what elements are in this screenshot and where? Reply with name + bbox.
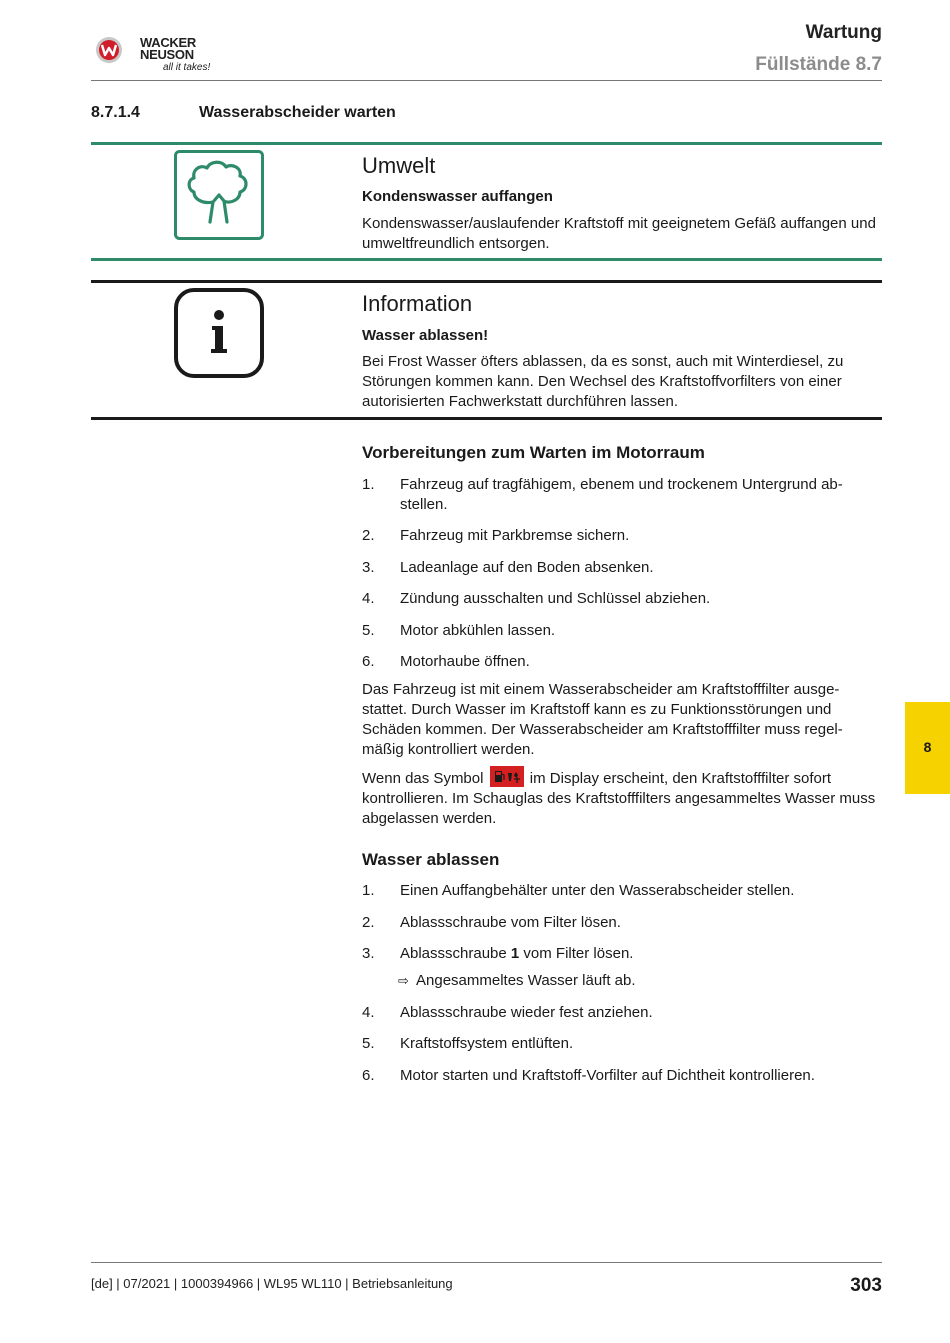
paragraph-text-after-symbol: im Display erscheint, den Kraftstofffilter sofort kontrollieren. Im Schauglas des Kraftstofffilters angesammeltes Wasser muss abgelassen werden. [362, 770, 876, 827]
environment-notice-subtitle: Kondenswasser auffangen [362, 188, 553, 205]
paragraph-text-before-symbol: Wenn das Symbol [362, 770, 484, 787]
chapter-title: Wartung [805, 22, 882, 43]
callout-number: 1 [510, 945, 520, 962]
fuel-water-warning-icon [490, 766, 524, 787]
section-heading: Wasserabscheider warten [199, 104, 396, 121]
section-number: 8.7.1.4 [91, 104, 140, 121]
chapter-tab-number: 8 [923, 739, 932, 755]
info-icon [174, 288, 264, 378]
brand-slogan: all it takes! [163, 62, 211, 73]
page-number: 303 [850, 1275, 882, 1296]
step-number: 3. [362, 945, 375, 962]
info-notice-subtitle: Wasser ablassen! [362, 327, 489, 344]
brand-line-1: WACKER [140, 35, 196, 50]
water-separator-paragraph: Das Fahrzeug ist mit einem Wasserabscheider am Kraftstofffilter ausge-stattet. Durch Wasser im Kraftstoff kann es zu Funktionsstörungen und Schäden kommen. Der Wasserabscheider am Kraftstofffilter muss regel-mäßig kontrolliert werden. [362, 681, 843, 758]
step-text-part: vom Filter lösen. [519, 945, 634, 962]
step-number: 6. [362, 653, 375, 670]
info-notice-text: Bei Frost Wasser öfters ablassen, da es sonst, auch mit Winterdiesel, zu Störungen kommen kann. Den Wechsel des Kraftstoffvorfilters von einer autorisierten Fachwerkstatt durchführen lassen. [362, 353, 844, 410]
step-number: 3. [362, 559, 375, 576]
tree-icon [174, 150, 264, 240]
step-number: 5. [362, 622, 375, 639]
drain-heading: Wasser ablassen [362, 850, 500, 869]
footer-divider [91, 1262, 882, 1263]
footer-text: [de] | 07/2021 | 1000394966 | WL95 WL110 | Betriebsanleitung [91, 1276, 453, 1291]
environment-notice-text: Kondenswasser/auslaufender Kraftstoff mit geeignetem Gefäß auffangen und umweltfreundlich entsorgen. [362, 215, 876, 252]
info-notice-title: Information [362, 291, 473, 316]
environment-notice-top-rule [91, 142, 882, 145]
environment-notice-bottom-rule [91, 258, 882, 261]
step-text: Motorhaube öffnen. [400, 653, 530, 670]
brand-line-2: NEUSON [140, 47, 194, 62]
step-text-part: Ablassschraube [400, 945, 511, 962]
step-text: Motor starten und Kraftstoff-Vorfilter auf Dichtheit kontrollieren. [400, 1067, 815, 1084]
step-result [398, 971, 636, 991]
step-number: 1. [362, 476, 375, 493]
step-text: Motor abkühlen lassen. [400, 622, 556, 639]
step-text: Fahrzeug mit Parkbremse sichern. [400, 527, 630, 544]
header-divider [91, 80, 882, 81]
step-text: Kraftstoffsystem entlüften. [400, 1035, 574, 1052]
info-notice-bottom-rule [91, 417, 882, 420]
environment-notice-title: Umwelt [362, 153, 436, 178]
display-symbol-paragraph [362, 766, 878, 829]
step-text: Ladeanlage auf den Boden absenken. [400, 559, 654, 576]
step-text: Ablassschraube vom Filter lösen. [400, 914, 621, 931]
preparation-heading: Vorbereitungen zum Warten im Motorraum [362, 443, 705, 462]
step-number: 4. [362, 590, 375, 607]
step-number: 6. [362, 1067, 375, 1084]
step-number: 1. [362, 882, 375, 899]
step-number: 4. [362, 1004, 375, 1021]
step-number: 5. [362, 1035, 375, 1052]
step-number: 2. [362, 914, 375, 931]
section-title: Füllstände 8.7 [755, 54, 882, 75]
step-text [400, 944, 880, 964]
result-arrow-icon: ⇨ [398, 973, 409, 988]
brand-name [140, 37, 196, 61]
step-text: Zündung ausschalten und Schlüssel abziehen. [400, 590, 711, 607]
step-text: Einen Auffangbehälter unter den Wasserabscheider stellen. [400, 882, 795, 899]
step-number: 2. [362, 527, 375, 544]
step-text: Fahrzeug auf tragfähigem, ebenem und trockenem Untergrund ab-stellen. [400, 476, 843, 513]
step-text: Ablassschraube wieder fest anziehen. [400, 1004, 653, 1021]
result-text: Angesammeltes Wasser läuft ab. [416, 972, 636, 989]
info-notice-top-rule [91, 280, 882, 283]
